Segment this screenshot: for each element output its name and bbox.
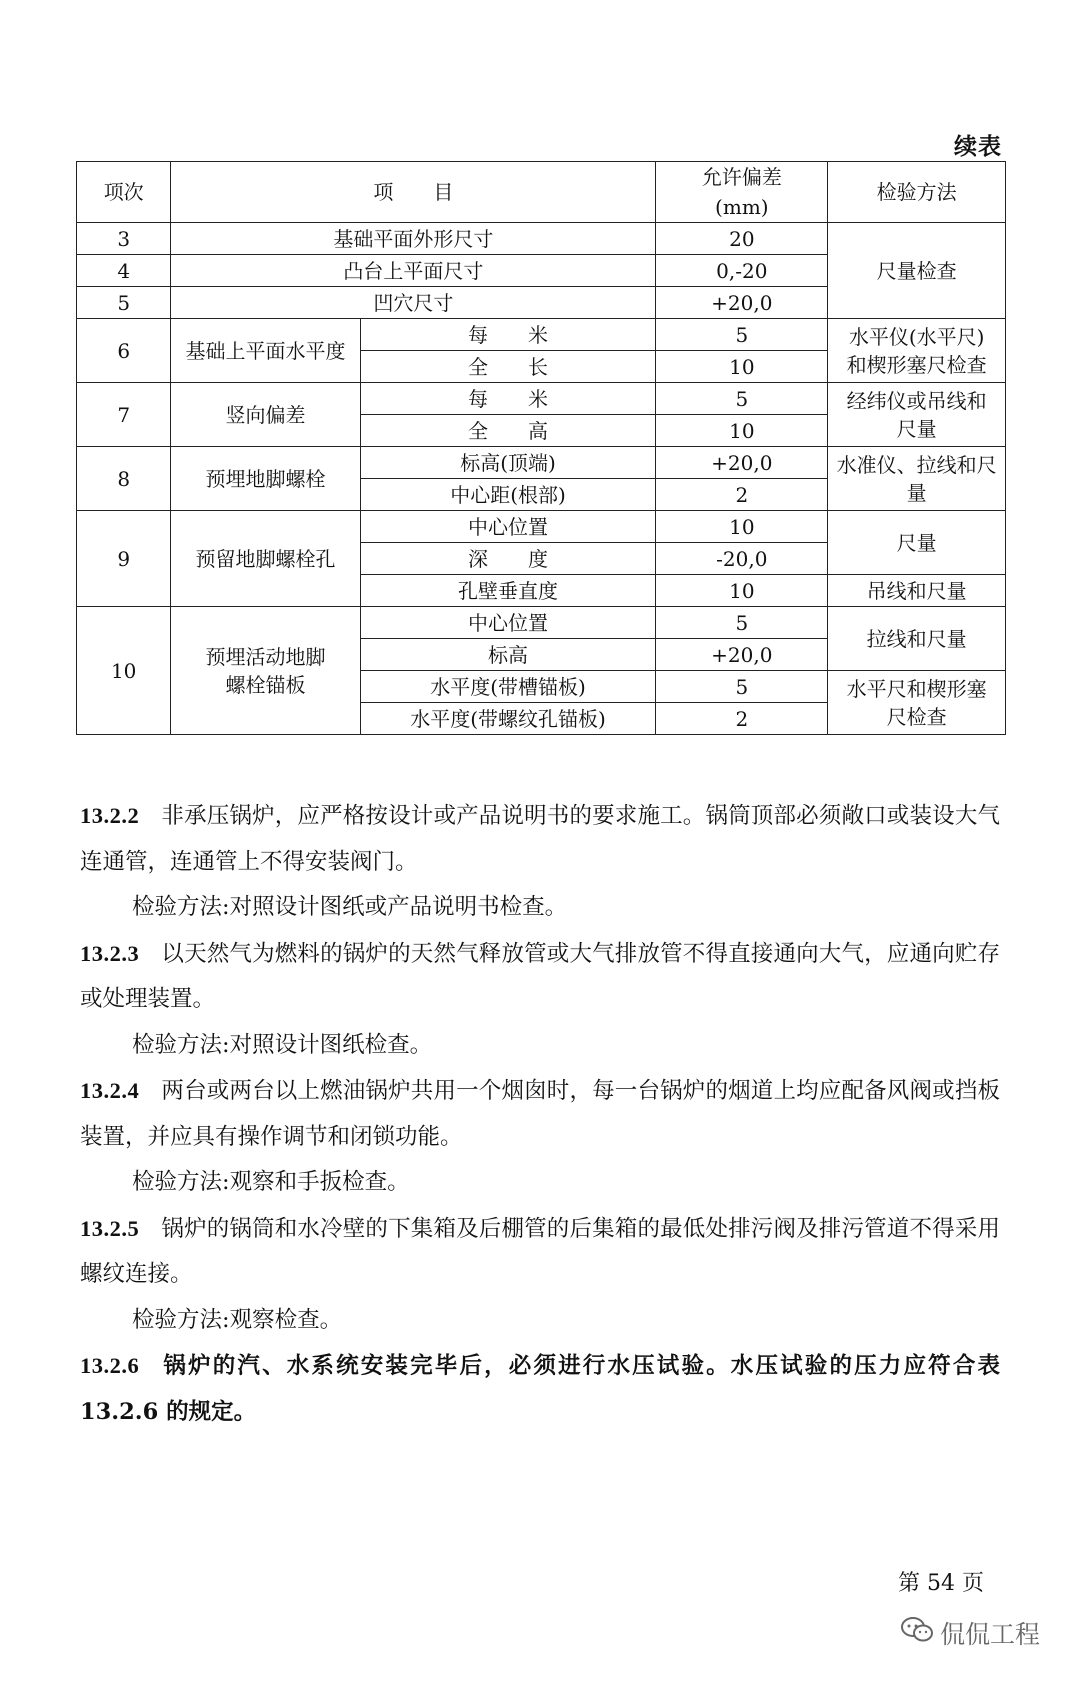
row-index: 3 <box>77 223 171 255</box>
wechat-icon <box>900 1616 934 1650</box>
method-line: 水平尺和楔形塞 <box>846 676 987 701</box>
row-index: 10 <box>77 607 171 735</box>
row-index: 8 <box>77 447 171 511</box>
clause-method: 检验方法:对照设计图纸或产品说明书检查。 <box>132 894 568 920</box>
clauses-section <box>80 793 1000 1435</box>
clause-text: 锅炉的汽、水系统安装完毕后，必须进行水压试验。水压试验的压力应符合表 13.2.6 的规定。 <box>80 1353 1000 1425</box>
row-method <box>828 319 1006 383</box>
clause-number: 13.2.3 <box>80 940 140 966</box>
row-subitem: 孔壁垂直度 <box>360 575 656 607</box>
continued-table-label: 续表 <box>954 134 1002 160</box>
row-tolerance: 2 <box>656 703 828 735</box>
row-tolerance: 10 <box>656 351 828 383</box>
clause-number: 13.2.6 <box>80 1353 140 1378</box>
row-item: 预埋地脚螺栓 <box>171 447 360 511</box>
row-tolerance: +20,0 <box>656 639 828 671</box>
clause <box>80 1343 1000 1435</box>
clause-text: 两台或两台以上燃油锅炉共用一个烟囱时，每一台锅炉的烟道上均应配备风阀或挡板装置，并应具有操作调节和闭锁功能。 <box>80 1078 1000 1150</box>
row-item: 竖向偏差 <box>171 383 360 447</box>
row-tolerance: 20 <box>656 223 828 255</box>
clause <box>80 931 1000 1023</box>
tolerance-table <box>76 161 1006 735</box>
row-tolerance: +20,0 <box>656 287 828 319</box>
row-method <box>828 447 1006 511</box>
item-line: 螺栓锚板 <box>225 672 306 697</box>
row-tolerance: -20,0 <box>656 543 828 575</box>
row-method <box>828 383 1006 447</box>
row-method: 尺量 <box>828 511 1006 575</box>
method-line: 尺量 <box>896 416 937 441</box>
table-row <box>77 319 1006 351</box>
row-index: 9 <box>77 511 171 607</box>
table-row <box>77 447 1006 479</box>
row-subitem: 标高(顶端) <box>360 447 656 479</box>
method-line: 和楔形塞尺检查 <box>846 352 987 377</box>
clause-method: 检验方法:对照设计图纸检查。 <box>132 1031 433 1058</box>
row-tolerance: 2 <box>656 479 828 511</box>
clause <box>80 1206 1000 1298</box>
clause <box>80 1068 1000 1160</box>
row-tolerance: +20,0 <box>656 447 828 479</box>
method-line: 尺检查 <box>886 704 947 729</box>
row-item <box>171 607 360 735</box>
row-subitem: 全 高 <box>360 415 656 447</box>
table-row <box>77 511 1006 543</box>
row-index: 6 <box>77 319 171 383</box>
row-index: 4 <box>77 255 171 287</box>
header-tolerance-line1: 允许偏差 <box>701 165 782 189</box>
watermark <box>900 1615 1040 1651</box>
row-index: 7 <box>77 383 171 447</box>
row-item: 基础平面外形尺寸 <box>171 223 656 255</box>
row-tolerance: 0,-20 <box>656 255 828 287</box>
clause-text: 锅炉的锅筒和水冷壁的下集箱及后棚管的后集箱的最低处排污阀及排污管道不得采用螺纹连接。 <box>80 1215 1000 1287</box>
row-item: 凸台上平面尺寸 <box>171 255 656 287</box>
row-subitem: 每 米 <box>360 319 656 351</box>
row-subitem: 全 长 <box>360 351 656 383</box>
item-line: 预埋活动地脚 <box>205 644 326 669</box>
watermark-text: 侃侃工程 <box>940 1620 1041 1649</box>
row-item: 凹穴尺寸 <box>171 287 656 319</box>
row-tolerance: 10 <box>656 575 828 607</box>
row-tolerance: 5 <box>656 383 828 415</box>
method-line: 水平仪(水平尺) <box>848 324 985 349</box>
row-tolerance: 10 <box>656 511 828 543</box>
row-item: 预留地脚螺栓孔 <box>171 511 360 607</box>
row-subitem: 水平度(带槽锚板) <box>360 671 656 703</box>
row-subitem: 水平度(带螺纹孔锚板) <box>360 703 656 735</box>
clause-number: 13.2.5 <box>80 1215 140 1241</box>
row-method: 拉线和尺量 <box>828 607 1006 671</box>
row-method: 吊线和尺量 <box>828 575 1006 607</box>
row-subitem: 深 度 <box>360 543 656 575</box>
row-subitem: 中心距(根部) <box>360 479 656 511</box>
table-row <box>77 383 1006 415</box>
method-line: 水准仪、拉线和尺 <box>836 452 997 477</box>
row-method <box>828 671 1006 735</box>
clause-text: 非承压锅炉，应严格按设计或产品说明书的要求施工。锅筒顶部必须敞口或装设大气连通管，连通管上不得安装阀门。 <box>80 803 1000 875</box>
header-method: 检验方法 <box>828 162 1006 223</box>
row-subitem: 中心位置 <box>360 511 656 543</box>
row-subitem: 每 米 <box>360 383 656 415</box>
table-row <box>77 223 1006 255</box>
row-subitem: 中心位置 <box>360 607 656 639</box>
header-tolerance <box>656 162 828 223</box>
table-header-row <box>77 162 1006 223</box>
method-line: 量 <box>906 480 927 505</box>
row-tolerance: 10 <box>656 415 828 447</box>
page-number: 第 54 页 <box>898 1571 984 1596</box>
clause-method: 检验方法:观察和手扳检查。 <box>132 1169 410 1195</box>
method-line: 经纬仪或吊线和 <box>846 388 987 413</box>
row-method: 尺量检查 <box>828 223 1006 319</box>
clause-method: 检验方法:观察检查。 <box>132 1306 343 1333</box>
header-tolerance-line2: (mm) <box>715 195 769 219</box>
header-index: 项次 <box>77 162 171 223</box>
table-row <box>77 607 1006 639</box>
clause <box>80 793 1000 885</box>
row-item: 基础上平面水平度 <box>171 319 360 383</box>
row-subitem: 标高 <box>360 639 656 671</box>
clause-text: 以天然气为燃料的锅炉的天然气释放管或大气排放管不得直接通向大气，应通向贮存或处理装置。 <box>80 940 1000 1012</box>
row-tolerance: 5 <box>656 607 828 639</box>
row-tolerance: 5 <box>656 671 828 703</box>
clause-number: 13.2.4 <box>80 1078 140 1103</box>
header-item: 项 目 <box>171 162 656 223</box>
row-tolerance: 5 <box>656 319 828 351</box>
clause-number: 13.2.2 <box>80 803 140 828</box>
row-index: 5 <box>77 287 171 319</box>
